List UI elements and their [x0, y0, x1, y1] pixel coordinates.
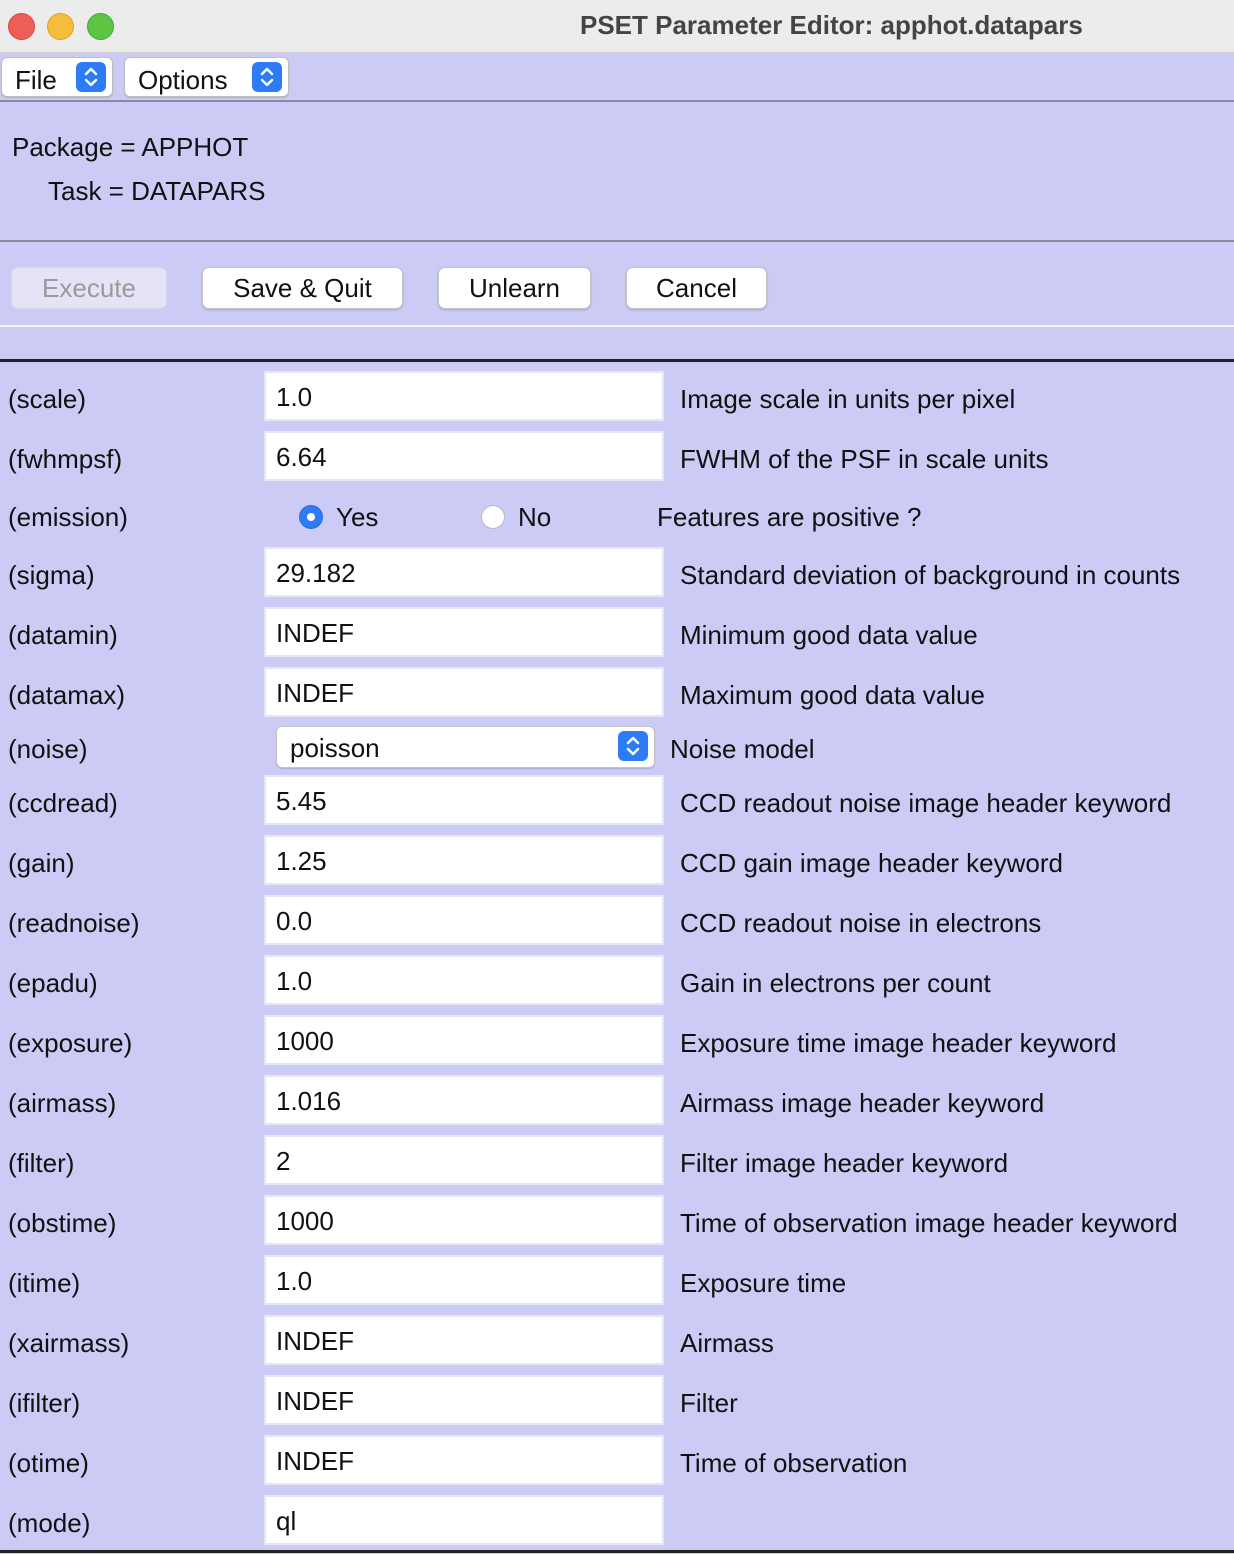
readnoise-value: 0.0: [276, 906, 313, 936]
itime-input[interactable]: [264, 1255, 664, 1305]
mode-value: ql: [276, 1506, 297, 1536]
ccdread-description: CCD readout noise image header keyword: [680, 788, 1172, 818]
filter-value: 2: [276, 1146, 291, 1176]
close-window-icon[interactable]: [8, 13, 35, 40]
file-menu-label: File: [15, 65, 57, 95]
airmass-input[interactable]: [264, 1075, 664, 1125]
emission-no-label[interactable]: No: [518, 502, 552, 532]
xairmass-input[interactable]: [264, 1315, 664, 1365]
param-label-emission: (emission): [8, 502, 128, 532]
param-label-filter: (filter): [8, 1148, 75, 1178]
fwhmpsf-value: 6.64: [276, 442, 327, 472]
filter-description: Filter image header keyword: [680, 1148, 1009, 1178]
param-label-mode: (mode): [8, 1508, 91, 1538]
emission-no-radio[interactable]: [481, 505, 505, 529]
datamax-input[interactable]: [264, 667, 664, 717]
ifilter-input[interactable]: [264, 1375, 664, 1425]
obstime-description: Time of observation image header keyword: [680, 1208, 1178, 1238]
fwhmpsf-input[interactable]: [264, 431, 664, 481]
otime-input[interactable]: [264, 1435, 664, 1485]
ccdread-input[interactable]: [264, 775, 664, 825]
divider: [0, 359, 1234, 362]
itime-value: 1.0: [276, 1266, 313, 1296]
xairmass-description: Airmass: [680, 1328, 774, 1358]
divider: [0, 240, 1234, 242]
param-label-datamin: (datamin): [8, 620, 118, 650]
param-label-fwhmpsf: (fwhmpsf): [8, 444, 123, 474]
emission-description: Features are positive ?: [657, 502, 922, 532]
task-line: Task = DATAPARS: [48, 176, 266, 206]
datamax-description: Maximum good data value: [680, 680, 985, 710]
param-label-datamax: (datamax): [8, 680, 126, 710]
sigma-input[interactable]: [264, 547, 664, 597]
param-label-epadu: (epadu): [8, 968, 98, 998]
exposure-value: 1000: [276, 1026, 334, 1056]
airmass-value: 1.016: [276, 1086, 342, 1116]
obstime-value: 1000: [276, 1206, 334, 1236]
cancel-button[interactable]: Cancel: [626, 267, 767, 309]
chevron-up-down-icon: [618, 731, 648, 761]
airmass-description: Airmass image header keyword: [680, 1088, 1045, 1118]
param-label-xairmass: (xairmass): [8, 1328, 130, 1358]
divider: [0, 100, 1234, 102]
param-label-readnoise: (readnoise): [8, 908, 140, 938]
mode-input[interactable]: [264, 1495, 664, 1545]
sigma-description: Standard deviation of background in counts: [680, 560, 1181, 590]
obstime-input[interactable]: [264, 1195, 664, 1245]
epadu-description: Gain in electrons per count: [680, 968, 991, 998]
save-quit-button[interactable]: Save & Quit: [202, 267, 403, 309]
param-label-ifilter: (ifilter): [8, 1388, 81, 1418]
ifilter-description: Filter: [680, 1388, 738, 1418]
title-bar: [0, 0, 1234, 53]
noise-description: Noise model: [670, 734, 815, 764]
package-line: Package = APPHOT: [12, 132, 249, 162]
readnoise-input[interactable]: [264, 895, 664, 945]
readnoise-description: CCD readout noise in electrons: [680, 908, 1042, 938]
ifilter-value: INDEF: [276, 1386, 354, 1416]
noise-selected-value: poisson: [290, 733, 380, 763]
unlearn-button[interactable]: Unlearn: [438, 267, 591, 309]
datamin-description: Minimum good data value: [680, 620, 978, 650]
divider: [0, 325, 1234, 327]
otime-value: INDEF: [276, 1446, 354, 1476]
sigma-value: 29.182: [276, 558, 356, 588]
exposure-input[interactable]: [264, 1015, 664, 1065]
window-title: PSET Parameter Editor: apphot.datapars: [580, 10, 1083, 40]
chevron-up-down-icon: [252, 62, 282, 92]
param-label-exposure: (exposure): [8, 1028, 133, 1058]
zoom-window-icon[interactable]: [87, 13, 114, 40]
fwhmpsf-description: FWHM of the PSF in scale units: [680, 444, 1049, 474]
param-label-scale: (scale): [8, 384, 87, 414]
file-menu[interactable]: [1, 57, 113, 97]
scale-input[interactable]: [264, 371, 664, 421]
noise-select[interactable]: [276, 726, 655, 768]
datamax-value: INDEF: [276, 678, 354, 708]
exposure-description: Exposure time image header keyword: [680, 1028, 1117, 1058]
filter-input[interactable]: [264, 1135, 664, 1185]
gain-input[interactable]: [264, 835, 664, 885]
param-label-gain: (gain): [8, 848, 75, 878]
xairmass-value: INDEF: [276, 1326, 354, 1356]
ccdread-value: 5.45: [276, 786, 327, 816]
param-label-otime: (otime): [8, 1448, 89, 1478]
gain-description: CCD gain image header keyword: [680, 848, 1063, 878]
options-menu[interactable]: [124, 57, 289, 97]
divider: [0, 1550, 1234, 1553]
param-label-airmass: (airmass): [8, 1088, 117, 1118]
gain-value: 1.25: [276, 846, 327, 876]
datamin-input[interactable]: [264, 607, 664, 657]
param-label-sigma: (sigma): [8, 560, 95, 590]
otime-description: Time of observation: [680, 1448, 908, 1478]
scale-description: Image scale in units per pixel: [680, 384, 1016, 414]
minimize-window-icon[interactable]: [47, 13, 74, 40]
param-label-noise: (noise): [8, 734, 88, 764]
itime-description: Exposure time: [680, 1268, 847, 1298]
datamin-value: INDEF: [276, 618, 354, 648]
execute-button[interactable]: Execute: [11, 267, 167, 309]
param-label-obstime: (obstime): [8, 1208, 117, 1238]
scale-value: 1.0: [276, 382, 313, 412]
emission-yes-radio[interactable]: [299, 505, 323, 529]
chevron-up-down-icon: [76, 62, 106, 92]
epadu-value: 1.0: [276, 966, 313, 996]
param-label-ccdread: (ccdread): [8, 788, 118, 818]
emission-yes-label[interactable]: Yes: [336, 502, 379, 532]
options-menu-label: Options: [138, 65, 228, 95]
epadu-input[interactable]: [264, 955, 664, 1005]
menu-bar: [0, 53, 1234, 100]
param-label-itime: (itime): [8, 1268, 81, 1298]
